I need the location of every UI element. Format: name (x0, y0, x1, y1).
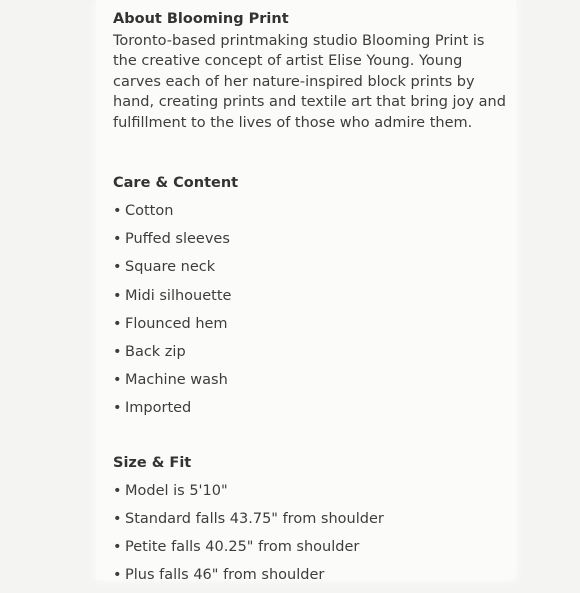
bullet-icon: • (113, 203, 122, 220)
care-content-heading: Care & Content (113, 175, 239, 192)
care-content-section (113, 173, 508, 427)
bullet-icon: • (113, 538, 122, 555)
bullet-icon: • (113, 510, 122, 527)
list-item: • Cotton (113, 203, 174, 220)
product-details (113, 9, 508, 593)
bullet-icon: • (113, 287, 122, 304)
list-item: • Flounced hem (113, 315, 228, 332)
about-text: Toronto-based printmaking studio Blooming Print is the creative concept of artist Elise Young. Young carves each of her nature-inspired block prints by hand, creating prints and textile art that bring joy and fulfillment to the lives of those who admire them. (113, 33, 506, 131)
size-fit-list (113, 481, 508, 593)
list-item: • Model is 5'10" (113, 482, 228, 499)
list-item: • Petite falls 40.25" from shoulder (113, 538, 360, 555)
bullet-icon: • (113, 259, 122, 276)
size-fit-section (113, 453, 508, 593)
list-item: • Imported (113, 400, 192, 417)
size-fit-heading: Size & Fit (113, 454, 192, 471)
list-item: • Square neck (113, 259, 216, 276)
list-item: • Plus falls 46" from shoulder (113, 567, 325, 584)
about-section (113, 9, 508, 133)
bullet-icon: • (113, 315, 122, 332)
bullet-icon: • (113, 231, 122, 248)
bullet-icon: • (113, 567, 122, 584)
list-item: • Back zip (113, 343, 186, 360)
list-item: • Puffed sleeves (113, 231, 230, 248)
bullet-icon: • (113, 400, 122, 417)
list-item: • Midi silhouette (113, 287, 232, 304)
about-heading: About Blooming Print (113, 11, 289, 27)
list-item: • Standard falls 43.75" from shoulder (113, 510, 384, 527)
bullet-icon: • (113, 343, 122, 360)
care-content-list (113, 201, 508, 427)
list-item: • Machine wash (113, 372, 228, 389)
bullet-icon: • (113, 372, 122, 389)
bullet-icon: • (113, 482, 122, 499)
